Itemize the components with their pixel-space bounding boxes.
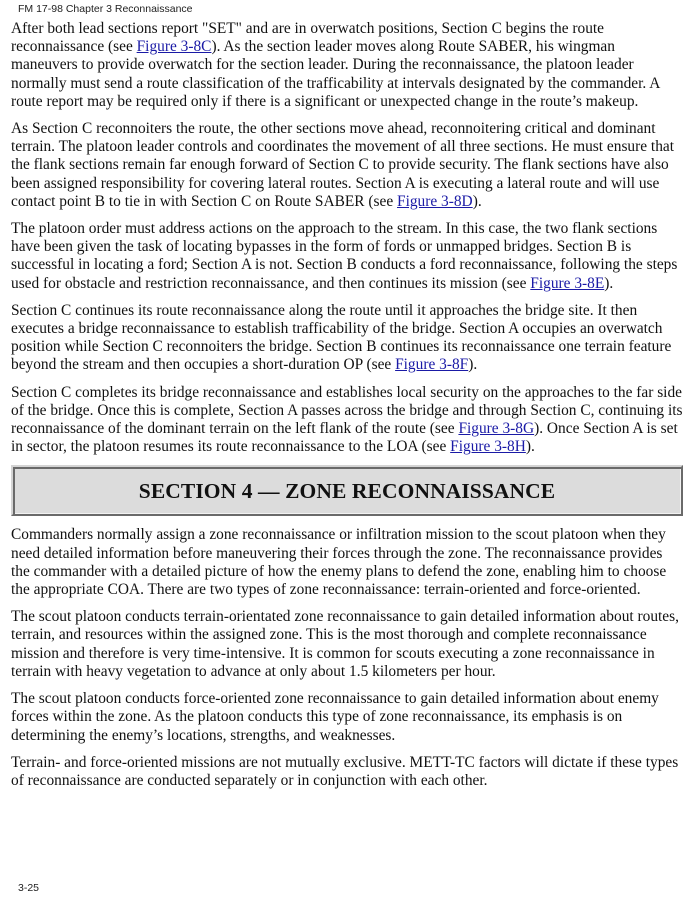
paragraph-text: The platoon order must address actions on the approach to the stream. In this case, the two flank sections have been given the task of locating bypasses in the form of fords or unmapped bridges. Section B is successful in locating a ford; Section A is not. Section B conducts a ford reconnaissance, following the steps used for obstacle and restriction reconnaissance, and then continues its mission (see [11,220,678,292]
paragraph-text: ). Once Section A is set in sector, the platoon resumes its route reconnaissance to the LOA (see [11,420,678,456]
paragraph [11,220,683,293]
paragraph-text: Terrain- and force-oriented missions are not mutually exclusive. METT-TC factors will dictate if these types of reconnaissance are conducted separately or in conjunction with each other. [11,753,679,789]
paragraph-text: ). [468,356,478,374]
paragraph-text: As Section C reconnoiters the route, the other sections move ahead, reconnoitering critical and dominant terrain. The platoon leader controls and coordinates the movement of all three sections. He must ensure that the flank sections remain far enough forward of Section C to provide security. The flank sections have also been assigned responsibility for covering lateral routes. Section A is executing a lateral route and will use contact point B to tie in with Section C on Route SABER (see [11,120,675,210]
section-heading-box [11,465,683,516]
paragraph-text: After both lead sections report "SET" and are in overwatch positions, Section C begins the route reconnaissance (see [11,20,604,56]
figure-link[interactable]: Figure 3-8C [136,38,212,56]
paragraph-text: Section C completes its bridge reconnaissance and establishes local security on the approaches to the far side of the bridge. Once this is complete, Section A passes across the bridge and through Section C, continuing its reconnaissance of the dominant terrain on the left flank of the route (see [11,383,683,438]
figure-link[interactable]: Figure 3-8H [450,438,526,456]
page-number: 3-25 [18,882,40,894]
paragraph [11,526,683,599]
paragraph [11,690,683,745]
figure-link[interactable]: Figure 3-8F [395,356,469,374]
paragraph-text: ). [525,438,535,456]
figure-link[interactable]: Figure 3-8G [458,420,535,438]
paragraph-text: ). As the section leader moves along Route SABER, his wingman maneuvers to provide overwatch for the section leader. During the reconnaissance, the platoon leader normally must send a route classification of the trafficability at intervals designated by the commander. A route report may be required only if there is a significant or unexpected change in the route’s makeup. [11,38,660,110]
paragraph-text: The scout platoon conducts force-oriented zone reconnaissance to gain detailed information about enemy forces within the zone. As the platoon conducts this type of zone reconnaissance, its emphasis is on determining the enemy’s locations, strengths, and weaknesses. [11,690,659,744]
paragraphs-after-section [11,526,683,790]
paragraph [11,608,683,681]
document-body [11,20,683,799]
paragraph-text: Commanders normally assign a zone reconnaissance or infiltration mission to the scout platoon when they need detailed information before maneuvering their forces through the zone. The reconnaissance provides the commander with a detailed picture of how the enemy plans to defend the zone, enabling him to choose the appropriate COA. There are two types of zone reconnaissance: terrain-oriented and force-oriented. [11,526,667,599]
paragraph [11,302,683,375]
paragraph [11,754,683,790]
paragraphs-before-section [11,20,683,456]
paragraph [11,120,683,211]
running-head: FM 17-98 Chapter 3 Reconnaissance [18,3,193,15]
paragraph-text: Section C continues its route reconnaissance along the route until it approaches the bridge site. It then executes a bridge reconnaissance to establish trafficability of the bridge. Section A occupies an overwatch position while Section C reconnoiters the bridge. Section B continues its reconnaissance one terrain feature beyond the stream and then occupies a short-duration OP (see [11,301,672,374]
section-heading: SECTION 4 — ZONE RECONNAISSANCE [138,478,556,503]
paragraph-text: ). [472,192,482,210]
paragraph [11,384,683,457]
paragraph-text: ). [604,274,614,292]
paragraph-text: The scout platoon conducts terrain-orientated zone reconnaissance to gain detailed information about routes, terrain, and resources within the assigned zone. This is the most thorough and complete reconnaissance mission and therefore is very time-intensive. It is common for scouts executing a zone reconnaissance in terrain with heavy vegetation to advance at only about 1.5 kilometers per hour. [11,608,679,680]
figure-link[interactable]: Figure 3-8D [397,192,473,210]
paragraph [11,20,683,111]
figure-link[interactable]: Figure 3-8E [530,274,605,292]
